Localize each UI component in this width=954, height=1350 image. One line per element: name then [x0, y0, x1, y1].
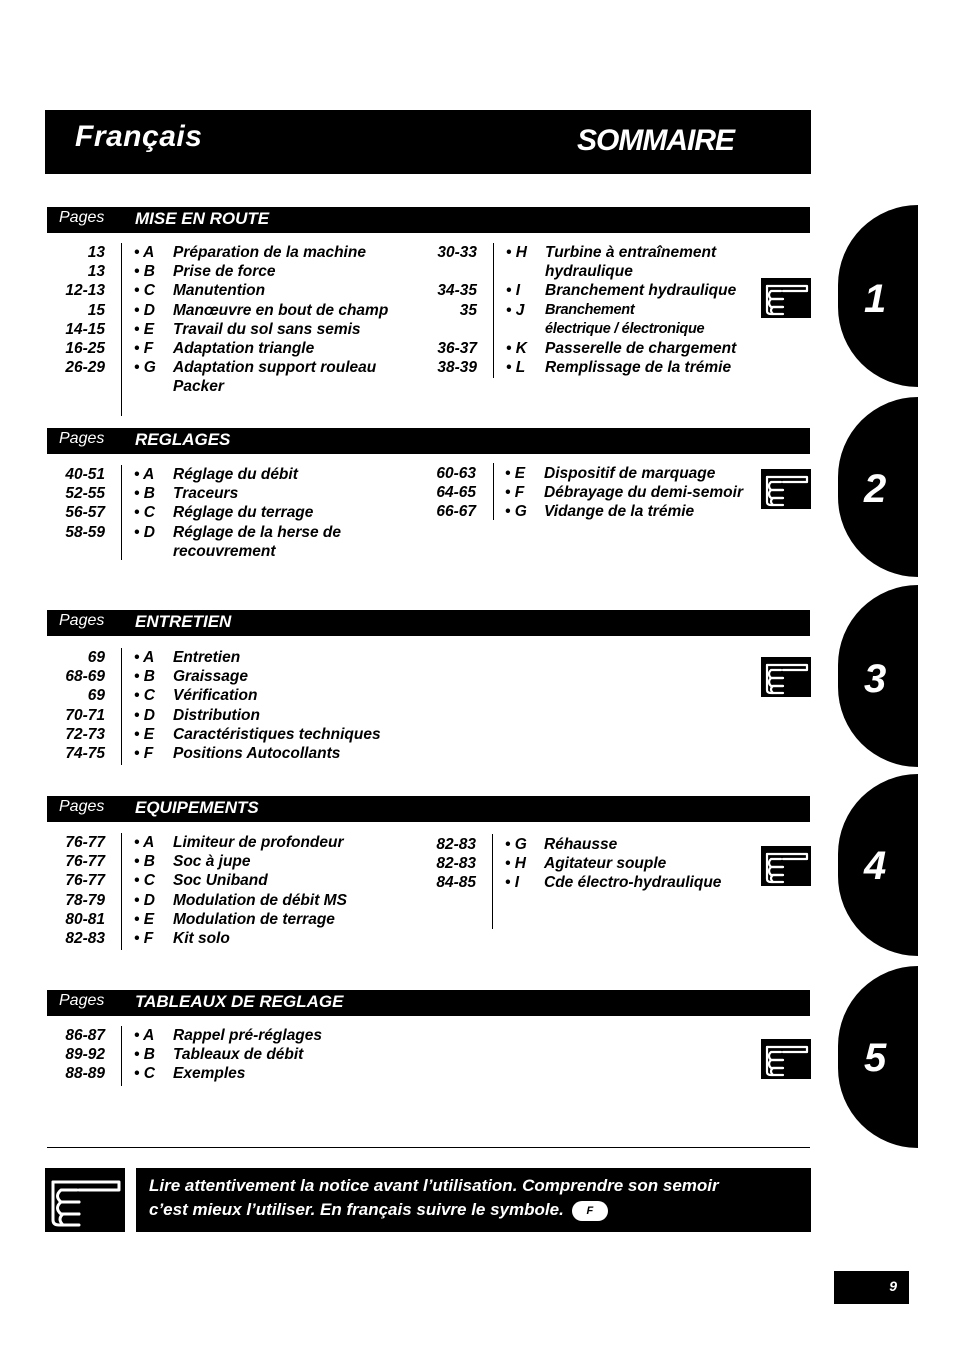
pages-label: Pages: [59, 798, 105, 815]
list-item: recouvrement: [173, 542, 276, 560]
chapter-tab-1[interactable]: 1: [838, 205, 918, 387]
section-title: MISE EN ROUTE: [135, 209, 270, 228]
list-item: 72-73 • E Caractéristiques techniques: [65, 725, 381, 743]
footer-divider: [47, 1147, 810, 1148]
section-header-mise-en-route: [47, 207, 810, 233]
divider: [121, 1026, 122, 1086]
pointing-hand-icon: [761, 278, 811, 318]
list-item: 74-75 • F Positions Autocollants: [65, 744, 341, 762]
divider: [493, 243, 494, 378]
notice-box: [136, 1168, 811, 1232]
list-item: Packer: [173, 378, 224, 396]
list-item: 12-13 • C Manutention: [65, 282, 266, 300]
list-item: 38-39 • L Remplissage de la trémie: [437, 359, 732, 377]
list-item: 84-85 • I Cde électro-hydraulique: [436, 874, 722, 892]
list-item: 82-83 • F Kit solo: [65, 929, 230, 947]
section-2-right-list: [430, 465, 760, 523]
divider: [121, 465, 122, 560]
list-item: 36-37 • K Passerelle de chargement: [437, 339, 737, 357]
notice-line-2: c’est mieux l’utiliser. En français suivre le symbole. F: [149, 1198, 719, 1222]
section-title: TABLEAUX DE REGLAGE: [135, 992, 344, 1011]
list-item: 35 • J Branchement: [459, 301, 635, 319]
divider: [121, 648, 122, 765]
language-title: Français: [75, 120, 203, 153]
list-item: 76-77 • C Soc Uniband: [65, 872, 268, 890]
pointing-hand-icon: [761, 657, 811, 697]
list-item: 58-59 • D Réglage de la herse de: [65, 523, 341, 541]
list-item: 82-83 • H Agitateur souple: [436, 855, 667, 873]
list-item: 69 • C Vérification: [87, 687, 258, 705]
section-2-left-list: [47, 466, 427, 562]
list-item: 76-77 • B Soc à jupe: [65, 853, 251, 871]
divider: [121, 833, 122, 950]
header-bar: [45, 110, 811, 174]
divider: [493, 463, 494, 520]
chapter-tab-4[interactable]: 4: [838, 774, 918, 956]
list-item: 34-35 • I Branchement hydraulique: [437, 282, 737, 300]
chapter-tab-3[interactable]: 3: [838, 585, 918, 767]
section-4-right-list: [430, 836, 760, 894]
list-item: 52-55 • B Traceurs: [65, 485, 239, 503]
section-title: ENTRETIEN: [135, 612, 232, 631]
list-item: 40-51 • A Réglage du débit: [65, 466, 298, 483]
list-item: 68-69 • B Graissage: [65, 668, 248, 686]
list-item: 76-77 • A Limiteur de profondeur: [65, 834, 344, 851]
pointing-hand-icon: [761, 469, 811, 509]
divider: [121, 243, 122, 416]
page-number-box: [834, 1271, 909, 1304]
pointing-hand-icon: [761, 1039, 811, 1079]
list-item: 70-71 • D Distribution: [65, 706, 260, 724]
french-badge: F: [572, 1201, 608, 1221]
chapter-tab-2[interactable]: 2: [838, 397, 918, 577]
section-header-tableaux: [47, 990, 810, 1016]
list-item: 60-63 • E Dispositif de marquage: [436, 465, 716, 482]
notice-line-1: Lire attentivement la notice avant l’utilisation. Comprendre son semoir: [149, 1176, 719, 1195]
divider: [492, 834, 493, 929]
list-item: 88-89 • C Exemples: [65, 1065, 246, 1083]
section-header-entretien: [47, 610, 810, 636]
list-item: 82-83 • G Réhausse: [436, 836, 618, 853]
pointing-hand-large-icon: [45, 1168, 125, 1232]
section-1-left-list: [47, 244, 427, 398]
list-item: 16-25 • F Adaptation triangle: [65, 339, 315, 357]
list-item: 15 • D Manœuvre en bout de champ: [87, 301, 389, 319]
chapter-tab-5[interactable]: 5: [838, 966, 918, 1148]
list-item: 26-29 • G Adaptation support rouleau: [65, 359, 377, 377]
pages-label: Pages: [59, 612, 105, 629]
list-item: 64-65 • F Débrayage du demi-semoir: [436, 484, 743, 502]
list-item: 89-92 • B Tableaux de débit: [65, 1046, 304, 1064]
list-item: 14-15 • E Travail du sol sans semis: [65, 320, 361, 338]
list-item: hydraulique: [545, 263, 633, 281]
list-item: électrique / électronique: [545, 320, 705, 337]
section-4-left-list: [47, 834, 427, 949]
list-item: 66-67 • G Vidange de la trémie: [436, 503, 695, 521]
page-title: SOMMAIRE: [577, 124, 734, 157]
pages-label: Pages: [59, 209, 105, 226]
page-number: 9: [889, 1278, 897, 1294]
pages-label: Pages: [59, 430, 105, 447]
section-header-reglages: [47, 428, 810, 454]
list-item: 56-57 • C Réglage du terrage: [65, 504, 314, 522]
section-5-left-list: [47, 1027, 427, 1085]
list-item: 13 • A Préparation de la machine: [87, 244, 366, 261]
list-item: 86-87 • A Rappel pré-réglages: [65, 1027, 323, 1044]
list-item: 13 • B Prise de force: [87, 263, 276, 281]
notice-text: [149, 1174, 719, 1222]
section-title: REGLAGES: [135, 430, 231, 449]
section-1-right-list: [431, 244, 761, 378]
section-3-left-list: [47, 649, 447, 764]
pages-label: Pages: [59, 992, 105, 1009]
list-item: 69 • A Entretien: [87, 649, 241, 666]
section-header-equipements: [47, 796, 810, 822]
list-item: 78-79 • D Modulation de débit MS: [65, 891, 347, 909]
pointing-hand-icon: [761, 846, 811, 886]
section-title: EQUIPEMENTS: [135, 798, 259, 817]
list-item: 30-33 • H Turbine à entraînement: [437, 244, 717, 261]
list-item: 80-81 • E Modulation de terrage: [65, 910, 335, 928]
